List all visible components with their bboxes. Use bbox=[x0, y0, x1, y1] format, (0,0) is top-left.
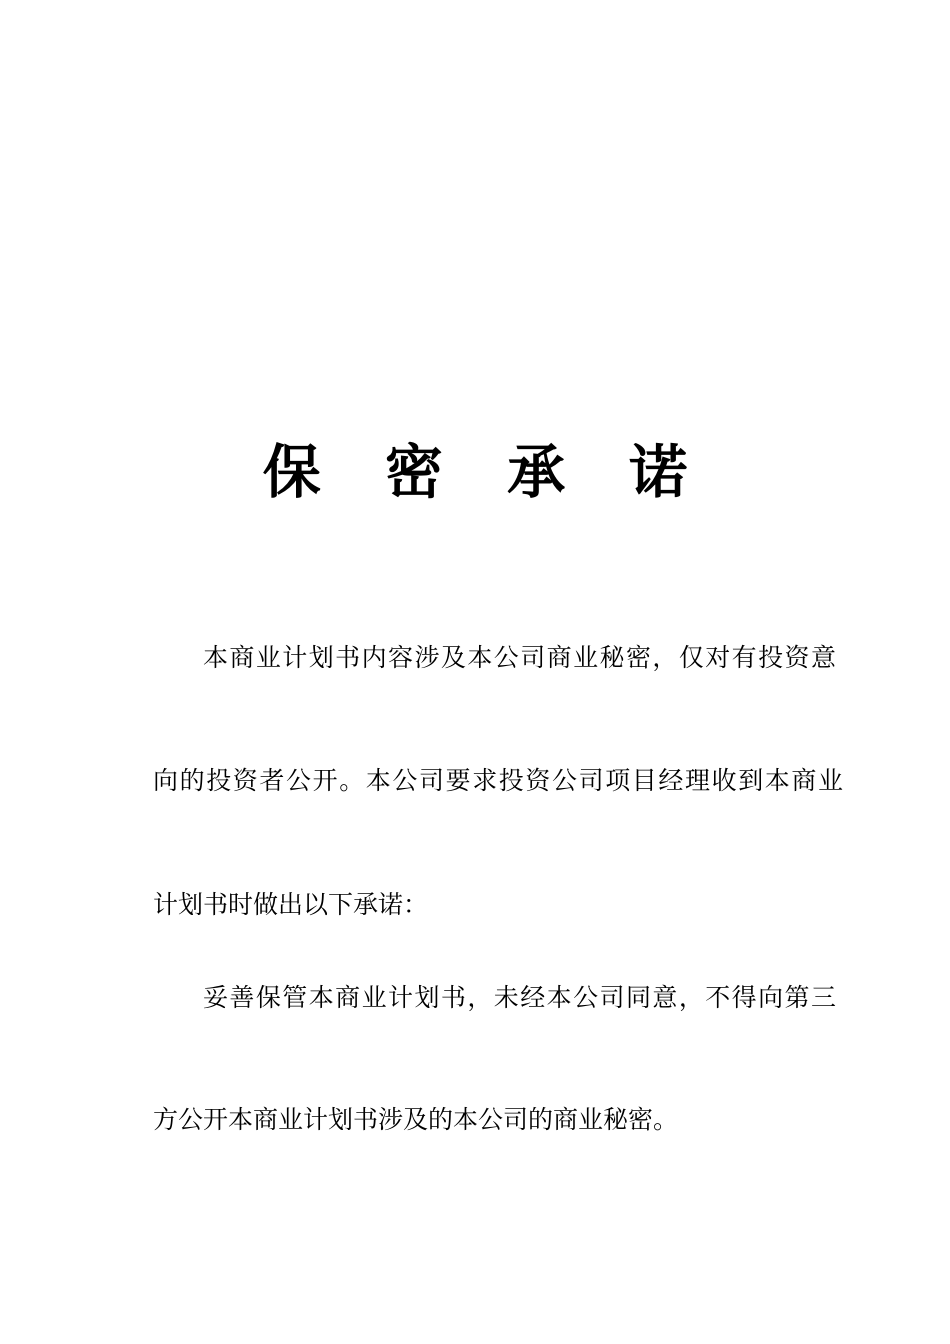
paragraph-1-line-1: 本商业计划书内容涉及本公司商业秘密，仅对有投资意 bbox=[203, 643, 836, 672]
paragraph-1-line-2: 向的投资者公开。本公司要求投资公司项目经理收到本商业 bbox=[153, 766, 843, 795]
paragraph-1-line-3: 计划书时做出以下承诺： bbox=[153, 890, 429, 919]
paragraph-2-line-2: 方公开本商业计划书涉及的本公司的商业秘密。 bbox=[153, 1105, 679, 1134]
page-title: 保 密 承 诺 bbox=[262, 438, 710, 506]
paragraph-2-line-1: 妥善保管本商业计划书，未经本公司同意，不得向第三 bbox=[203, 983, 836, 1012]
